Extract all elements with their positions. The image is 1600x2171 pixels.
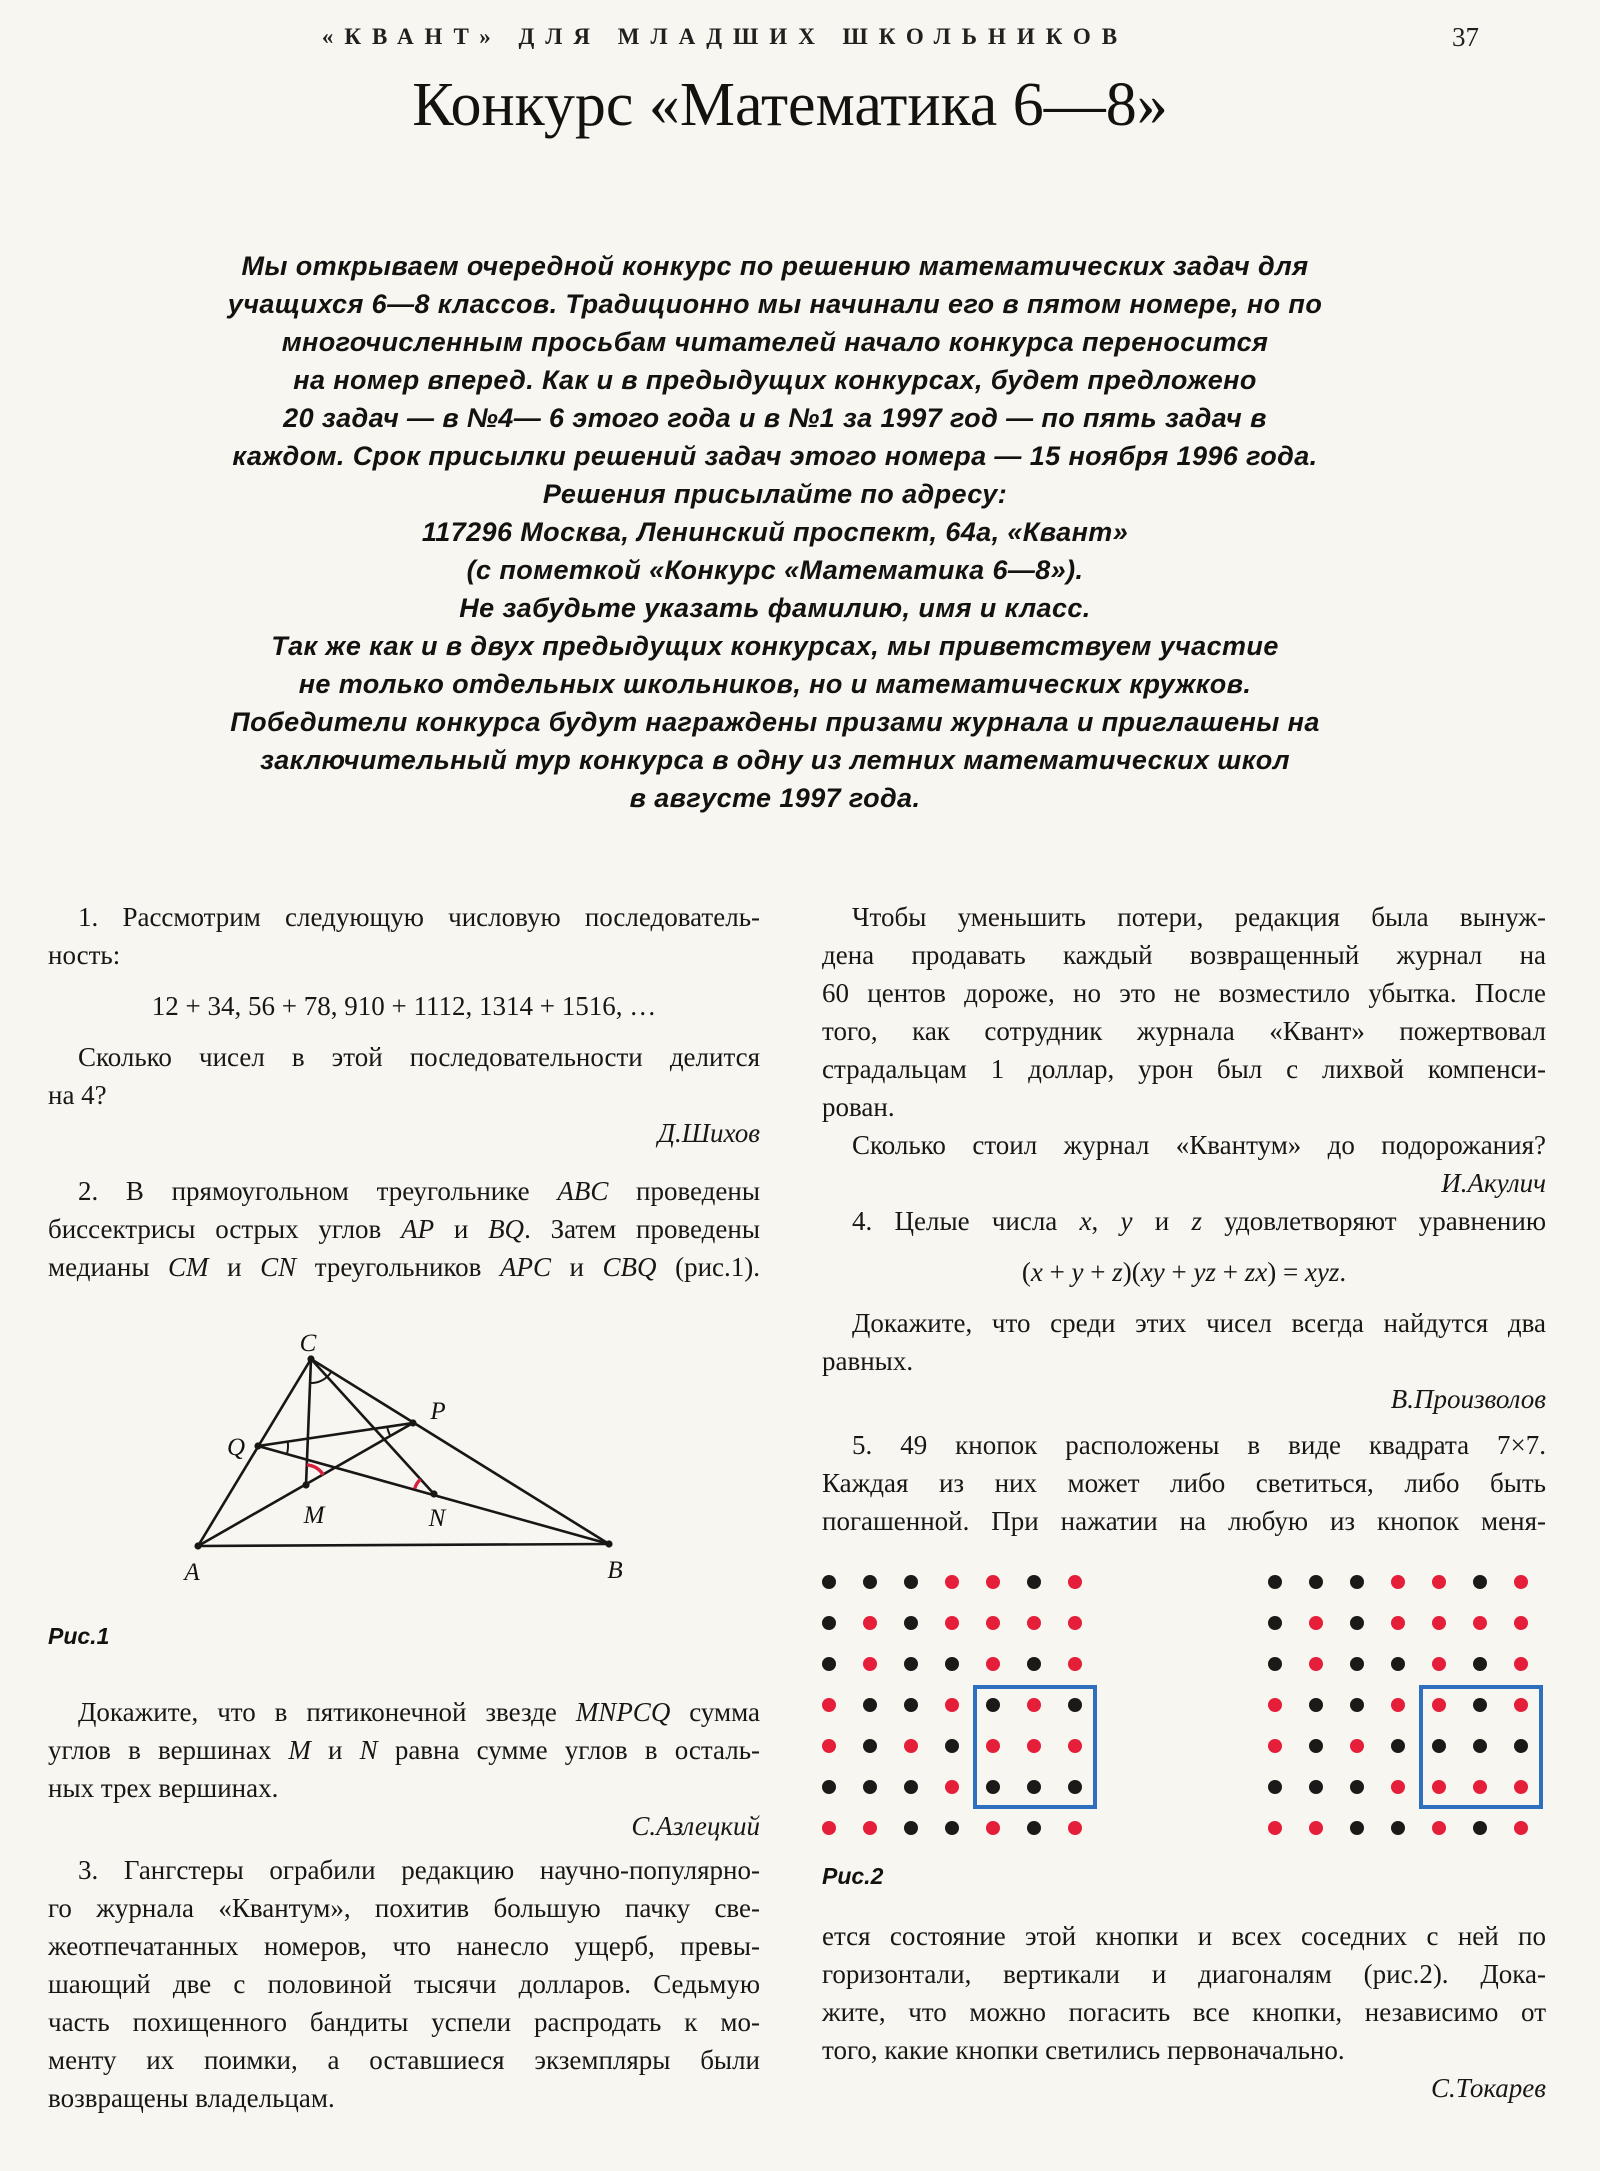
intro-line: Не забудьте указать фамилию, имя и класс.	[459, 593, 1091, 623]
button-dot-black	[1268, 1657, 1282, 1671]
button-dot-red	[986, 1575, 1000, 1589]
button-dot-black	[1350, 1698, 1364, 1712]
text-run: )(	[1122, 1257, 1141, 1287]
text-run: 1. Рассмотрим следующую числовую последователь-	[78, 902, 760, 932]
button-dot-red	[1514, 1657, 1528, 1671]
button-dot-black	[1350, 1575, 1364, 1589]
math-variable: AP	[401, 1214, 435, 1244]
text-line	[822, 1253, 1546, 1291]
label-Q: Q	[226, 1434, 246, 1461]
text-line	[822, 1993, 1546, 2031]
button-dot-black	[904, 1821, 918, 1835]
text-run: сумма	[670, 1697, 760, 1727]
text-line	[822, 1304, 1546, 1342]
text-run: на 4?	[48, 1080, 107, 1110]
text-line	[48, 2079, 760, 2117]
problem-1-question	[48, 1038, 760, 1114]
text-line	[48, 1038, 760, 1076]
button-dot-red	[863, 1821, 877, 1835]
intro-line: в августе 1997 года.	[629, 783, 921, 813]
button-dot-black	[1027, 1821, 1041, 1835]
intro-line: на номер вперед. Как и в предыдущих конкурсах, будет предложено	[293, 365, 1257, 395]
text-line	[48, 936, 760, 974]
text-run: ,	[1091, 1206, 1121, 1236]
vertex-dot-P	[409, 1419, 416, 1426]
text-run: страдальцам 1 доллар, урон был с лихвой компенси-	[822, 1054, 1546, 1084]
label-P: P	[430, 1398, 446, 1425]
text-line	[822, 1464, 1546, 1502]
button-dot-red	[1432, 1821, 1446, 1835]
button-dot-red	[1309, 1616, 1323, 1630]
math-variable: ABC	[557, 1176, 609, 1206]
red-angle-mark-M	[307, 1465, 324, 1475]
math-variable: CM	[168, 1252, 209, 1282]
button-dot-red	[1514, 1821, 1528, 1835]
text-line	[48, 1076, 760, 1114]
button-dot-red	[945, 1575, 959, 1589]
text-line	[48, 1889, 760, 1927]
text-run: жите, что можно погасить все кнопки, независимо от	[822, 1997, 1546, 2027]
button-dot-black	[1473, 1657, 1487, 1671]
label-M: M	[303, 1502, 325, 1529]
problem-4-text	[822, 1202, 1546, 1240]
text-run: Докажите, что в пятиконечной звезде	[78, 1697, 576, 1727]
contest-intro	[65, 247, 1485, 817]
text-line	[822, 1955, 1546, 1993]
angle-mark-P	[387, 1427, 390, 1436]
button-dot-black	[822, 1616, 836, 1630]
text-run: (	[1021, 1257, 1031, 1287]
text-line	[48, 1769, 760, 1807]
vertex-dot-N	[430, 1490, 437, 1497]
text-line	[48, 2003, 760, 2041]
segment-AC	[198, 1359, 311, 1546]
figure-1	[136, 1331, 676, 1601]
journal-header: «КВАНТ» ДЛЯ МЛАДШИХ ШКОЛЬНИКОВ	[321, 24, 1129, 49]
button-dot-red	[1514, 1575, 1528, 1589]
math-variable: MNPCQ	[575, 1697, 671, 1727]
button-dot-red	[945, 1616, 959, 1630]
text-line	[48, 1172, 760, 1210]
button-dot-black	[863, 1698, 877, 1712]
problem-5-text	[822, 1426, 1546, 1540]
button-dot-red	[1391, 1616, 1405, 1630]
problem-1-author: Д.Шихов	[657, 1118, 760, 1148]
text-line	[48, 1731, 760, 1769]
button-dot-red	[986, 1616, 1000, 1630]
button-dot-black	[1391, 1657, 1405, 1671]
button-dot-red	[863, 1616, 877, 1630]
text-run: +	[1083, 1257, 1113, 1287]
math-variable: N	[359, 1735, 378, 1765]
segment-CN	[311, 1359, 434, 1494]
button-dot-red	[945, 1780, 959, 1794]
button-dot-black	[904, 1657, 918, 1671]
label-A: A	[184, 1559, 200, 1586]
text-run: +	[1215, 1257, 1245, 1287]
button-dot-red	[822, 1739, 836, 1753]
text-run: треугольников	[296, 1252, 500, 1282]
math-variable: xyz	[1304, 1257, 1340, 1287]
button-dot-black	[1473, 1575, 1487, 1589]
button-dot-black	[822, 1657, 836, 1671]
text-run: Сколько чисел в этой последовательности делится	[78, 1042, 760, 1072]
math-variable: z	[1112, 1257, 1123, 1287]
intro-line: Победители конкурса будут награждены призами журнала и приглашены на	[230, 707, 1320, 737]
text-run: погашенной. При нажатии на любую из кнопок меня-	[822, 1506, 1546, 1536]
button-dot-red	[1268, 1821, 1282, 1835]
button-dot-red	[1309, 1821, 1323, 1835]
text-run: +	[1164, 1257, 1194, 1287]
text-line	[822, 1050, 1546, 1088]
text-run: и	[434, 1214, 489, 1244]
button-dot-black	[1268, 1780, 1282, 1794]
right-column	[822, 898, 1546, 2107]
text-line	[822, 1342, 1546, 1380]
red-angle-mark-N	[415, 1479, 421, 1489]
math-variable: CBQ	[602, 1252, 657, 1282]
text-line	[48, 1693, 760, 1731]
text-run: .	[1339, 1257, 1347, 1287]
figure-1-caption: Рис.1	[48, 1623, 110, 1649]
text-run: того, как сотрудник журнала «Квант» пожертвовал	[822, 1016, 1546, 1046]
text-run: углов в вершинах	[48, 1735, 289, 1765]
label-C: C	[299, 1331, 317, 1357]
text-run: ность:	[48, 940, 121, 970]
text-run: 60 центов дороже, но это не возместило убытка. После	[822, 978, 1546, 1008]
button-dot-black	[904, 1575, 918, 1589]
text-line	[822, 1088, 1546, 1126]
button-dot-red	[863, 1657, 877, 1671]
problem-2-author: С.Азлецкий	[631, 1811, 760, 1841]
button-dot-black	[1268, 1616, 1282, 1630]
intro-line: каждом. Срок присылки решений задач этого номера — 15 ноября 1996 года.	[232, 441, 1318, 471]
intro-line: (с пометкой «Конкурс «Математика 6—8»).	[466, 555, 1084, 585]
button-dot-red	[1514, 1616, 1528, 1630]
button-dot-black	[1350, 1780, 1364, 1794]
problem-3-question	[822, 1126, 1546, 1164]
button-dot-red	[1391, 1698, 1405, 1712]
button-dot-red	[1391, 1780, 1405, 1794]
text-line	[822, 2031, 1546, 2069]
text-run: рован.	[822, 1092, 895, 1122]
problem-5-cont-text	[822, 1917, 1546, 2069]
button-dot-black	[822, 1780, 836, 1794]
text-run: горизонтали, вертикали и диагоналям (рис.2). Дока-	[822, 1959, 1546, 1989]
button-dot-red	[1350, 1739, 1364, 1753]
button-dot-black	[1309, 1780, 1323, 1794]
highlight-box	[973, 1685, 1097, 1809]
button-dot-red	[986, 1657, 1000, 1671]
equation-formula	[822, 1253, 1546, 1291]
text-run: равна сумме углов в осталь-	[377, 1735, 760, 1765]
problem-2-text	[48, 1172, 760, 1286]
intro-line: Решения присылайте по адресу:	[542, 479, 1008, 509]
figure-2-caption: Рис.2	[822, 1863, 884, 1889]
button-dot-black	[904, 1780, 918, 1794]
text-line	[48, 1210, 760, 1248]
text-line	[822, 1426, 1546, 1464]
vertex-dot-Q	[254, 1442, 261, 1449]
text-line	[48, 898, 760, 936]
text-run: проведены	[608, 1176, 760, 1206]
button-dot-black	[863, 1780, 877, 1794]
problem-2	[48, 1172, 760, 1845]
button-dot-black	[945, 1657, 959, 1671]
text-run: Сколько стоил журнал «Квантум» до подорожания?	[852, 1130, 1546, 1160]
problem-5-author: С.Токарев	[1431, 2073, 1546, 2103]
text-run: (рис.1).	[656, 1252, 761, 1282]
button-dot-red	[1309, 1657, 1323, 1671]
button-dot-black	[1268, 1575, 1282, 1589]
text-run: 5. 49 кнопок расположены в виде квадрата 7×7.	[852, 1430, 1546, 1460]
math-variable: y	[1071, 1257, 1084, 1287]
math-variable: APC	[499, 1252, 551, 1282]
button-dot-black	[1309, 1698, 1323, 1712]
math-variable: z	[1191, 1206, 1202, 1236]
button-dot-black	[1027, 1657, 1041, 1671]
math-variable: xy	[1140, 1257, 1165, 1287]
text-run: того, какие кнопки светились первоначально.	[822, 2035, 1345, 2065]
sequence-formula: 12 + 34, 56 + 78, 910 + 1112, 1314 + 1516, …	[151, 991, 657, 1021]
intro-line: заключительный тур конкурса в одну из летних математических школ	[260, 745, 1290, 775]
math-variable: y	[1120, 1206, 1133, 1236]
segment-AB	[198, 1544, 609, 1546]
text-line	[822, 1126, 1546, 1164]
text-run: жеотпечатанных номеров, что нанесло ущерб, превы-	[48, 1931, 760, 1961]
button-dot-black	[1309, 1575, 1323, 1589]
text-run: ных трех вершинах.	[48, 1773, 279, 1803]
text-line	[822, 1917, 1546, 1955]
text-line	[48, 1927, 760, 1965]
problem-1	[48, 898, 760, 1152]
text-run: Докажите, что среди этих чисел всегда найдутся два	[852, 1308, 1546, 1338]
highlight-box	[1419, 1685, 1543, 1809]
intro-line: учащихся 6—8 классов. Традиционно мы начинали его в пятом номере, но по	[227, 289, 1323, 319]
intro-line: 20 задач — в №4— 6 этого года и в №1 за 1997 год — по пять задач в	[283, 403, 1267, 433]
page-number: 37	[1452, 22, 1479, 52]
button-dot-black	[1350, 1657, 1364, 1671]
button-grid-right	[1268, 1575, 1528, 1835]
problem-1-text	[48, 898, 760, 974]
button-dot-red	[1473, 1616, 1487, 1630]
label-B: B	[607, 1557, 623, 1584]
math-variable: CN	[260, 1252, 297, 1282]
math-variable: M	[288, 1735, 311, 1765]
button-dot-red	[986, 1821, 1000, 1835]
triangle-diagram	[136, 1331, 676, 1601]
text-line	[822, 1502, 1546, 1540]
text-run: . Затем проведены	[524, 1214, 760, 1244]
angle-mark-Q	[287, 1442, 288, 1455]
button-dot-black	[1391, 1739, 1405, 1753]
button-dot-red	[1068, 1575, 1082, 1589]
text-line	[822, 1012, 1546, 1050]
math-variable: BQ	[488, 1214, 525, 1244]
button-dot-black	[945, 1821, 959, 1835]
button-dot-black	[1309, 1739, 1323, 1753]
button-grid-left	[822, 1575, 1082, 1835]
segment-CB	[311, 1359, 609, 1544]
math-variable: yz	[1193, 1257, 1216, 1287]
button-dot-black	[945, 1739, 959, 1753]
problem-3-text	[48, 1851, 760, 2117]
button-dot-black	[1350, 1821, 1364, 1835]
math-variable: x	[1079, 1206, 1092, 1236]
problem-5	[822, 1426, 1546, 2107]
button-dot-red	[904, 1739, 918, 1753]
text-line	[822, 1202, 1546, 1240]
text-run: и	[310, 1735, 360, 1765]
button-dot-black	[863, 1575, 877, 1589]
text-line	[48, 1248, 760, 1286]
text-run: менту их поимки, а оставшиеся экземпляры были	[48, 2045, 760, 2075]
text-line	[822, 936, 1546, 974]
button-dot-black	[1027, 1575, 1041, 1589]
text-run: ) =	[1267, 1257, 1305, 1287]
button-dot-red	[1268, 1739, 1282, 1753]
text-run: го журнала «Квантум», похитив большую пачку све-	[48, 1893, 760, 1923]
page-title: Конкурс «Математика 6—8»	[412, 71, 1168, 139]
label-N: N	[428, 1505, 446, 1532]
text-line	[48, 2041, 760, 2079]
text-run: шающий две с половиной тысячи долларов. Седьмую	[48, 1969, 760, 1999]
text-run: равных.	[822, 1346, 914, 1376]
text-run: 4. Целые числа	[852, 1206, 1080, 1236]
vertex-dot-M	[302, 1481, 309, 1488]
figure-2	[822, 1575, 1546, 1835]
text-run: ется состояние этой кнопки и всех соседних с ней по	[822, 1921, 1546, 1951]
text-run: +	[1042, 1257, 1072, 1287]
button-dot-black	[904, 1698, 918, 1712]
button-dot-red	[945, 1698, 959, 1712]
problem-4-question	[822, 1304, 1546, 1380]
button-dot-black	[863, 1739, 877, 1753]
problem-2-question	[48, 1693, 760, 1807]
button-dot-red	[1027, 1616, 1041, 1630]
text-line	[48, 1965, 760, 2003]
intro-line: Так же как и в двух предыдущих конкурсах, мы приветствуем участие	[271, 631, 1279, 661]
problem-3-continuation	[822, 898, 1546, 1202]
text-run: медианы	[48, 1252, 169, 1282]
text-run: удовлетворяют уравнению	[1201, 1206, 1546, 1236]
text-run: Каждая из них может либо светиться, либо быть	[822, 1468, 1546, 1498]
vertex-dot-A	[194, 1542, 201, 1549]
text-run: 2. В прямоугольном треугольнике	[78, 1176, 558, 1206]
math-variable: zx	[1244, 1257, 1268, 1287]
button-dot-red	[822, 1821, 836, 1835]
button-dot-red	[1432, 1575, 1446, 1589]
button-dot-red	[822, 1698, 836, 1712]
button-dot-red	[1068, 1821, 1082, 1835]
text-run: 3. Гангстеры ограбили редакцию научно-популярно-	[78, 1855, 760, 1885]
intro-line: многочисленным просьбам читателей начало конкурса переносится	[281, 327, 1269, 357]
button-dot-black	[1473, 1821, 1487, 1835]
button-dot-red	[1068, 1616, 1082, 1630]
text-line	[48, 1851, 760, 1889]
button-dot-red	[1068, 1657, 1082, 1671]
text-run: биссектрисы острых углов	[48, 1214, 402, 1244]
problem-3-author: И.Акулич	[1441, 1168, 1546, 1198]
text-run: и	[1132, 1206, 1192, 1236]
intro-line: не только отдельных школьников, но и математических кружков.	[298, 669, 1252, 699]
vertex-dot-B	[605, 1540, 612, 1547]
problem-3	[48, 1851, 760, 2117]
text-run: и	[208, 1252, 261, 1282]
text-run: часть похищенного бандиты успели распродать к мо-	[48, 2007, 760, 2037]
problem-3-cont-text	[822, 898, 1546, 1126]
button-dot-black	[822, 1575, 836, 1589]
text-line	[822, 898, 1546, 936]
button-dot-black	[904, 1616, 918, 1630]
intro-line: Мы открываем очередной конкурс по решению математических задач для	[241, 251, 1309, 281]
text-run: возвращены владельцам.	[48, 2083, 335, 2113]
button-dot-black	[1391, 1821, 1405, 1835]
button-dot-red	[1268, 1698, 1282, 1712]
intro-line: 117296 Москва, Ленинский проспект, 64а, «Квант»	[421, 517, 1129, 547]
left-column	[48, 898, 760, 2117]
text-run: дена продавать каждый возвращенный журнал на	[822, 940, 1546, 970]
math-variable: x	[1030, 1257, 1043, 1287]
problem-4-author: В.Произволов	[1390, 1384, 1546, 1414]
button-dot-red	[1432, 1657, 1446, 1671]
button-dot-black	[1350, 1616, 1364, 1630]
problem-4	[822, 1202, 1546, 1418]
button-dot-red	[1391, 1575, 1405, 1589]
text-run: Чтобы уменьшить потери, редакция была вынуж-	[852, 902, 1546, 932]
text-line	[822, 974, 1546, 1012]
button-dot-red	[1432, 1616, 1446, 1630]
text-run: и	[550, 1252, 603, 1282]
